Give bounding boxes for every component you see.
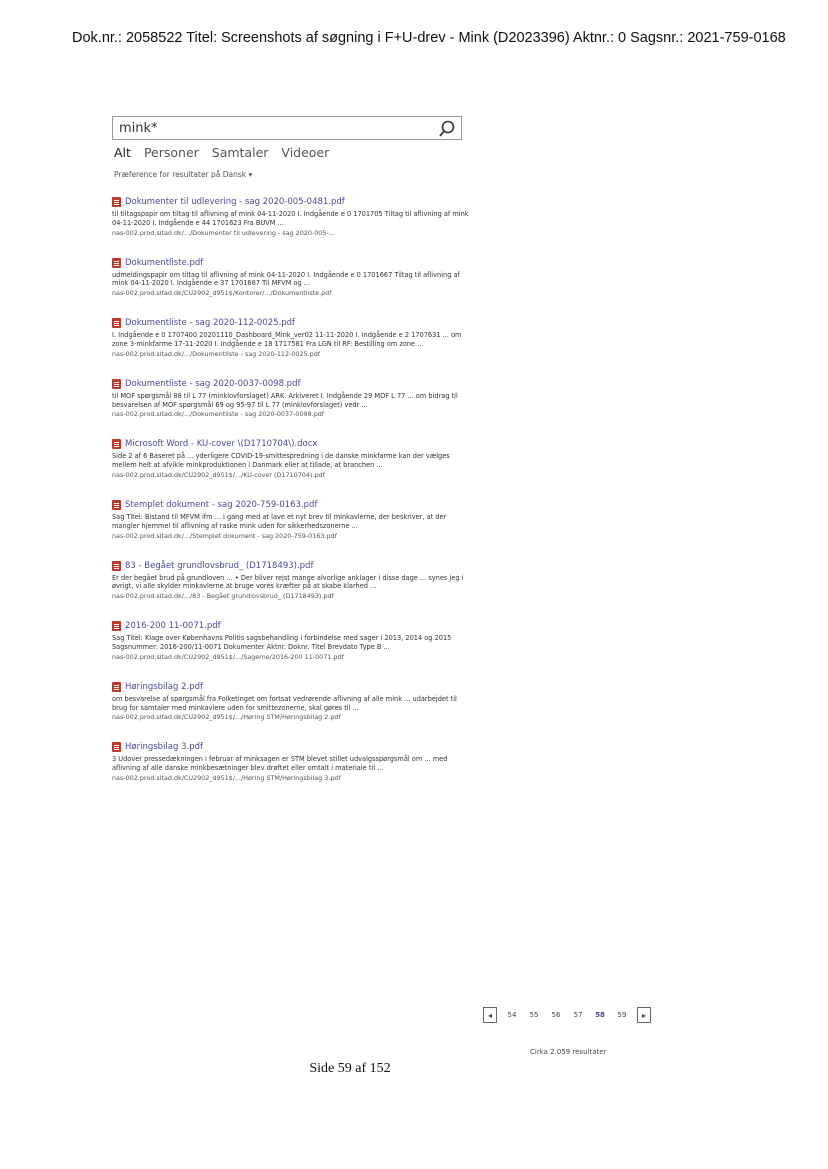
pdf-file-icon	[112, 682, 121, 692]
result-item	[112, 741, 472, 782]
result-item	[112, 560, 472, 601]
tab-samtaler[interactable]: Samtaler	[211, 145, 269, 160]
result-url[interactable]: nas-002.prod.sitad.dk/.../Dokumenter til udlevering - sag 2020-005-...	[112, 228, 335, 237]
result-url[interactable]: nas-002.prod.sitad.dk/.../Dokumentliste - sag 2020-0037-0098.pdf	[112, 410, 325, 419]
search-box[interactable]	[112, 116, 462, 140]
search-results	[112, 196, 472, 802]
pdf-file-icon	[112, 318, 121, 328]
result-url[interactable]: nas-002.prod.sitad.dk/CU2902_d951$/.../KU-cover (D1710704).pdf	[112, 470, 325, 479]
page-link[interactable]: 57	[573, 1011, 583, 1019]
pdf-file-icon	[112, 258, 121, 268]
document-header: Dok.nr.: 2058522 Titel: Screenshots af søgning i F+U-drev - Mink (D2023396) Aktnr.: 0 Sagsnr.: 2021-759-0168	[72, 30, 786, 46]
tab-videoer[interactable]: Videoer	[281, 145, 330, 160]
result-title-link[interactable]: Høringsbilag 3.pdf	[125, 742, 203, 753]
pdf-file-icon	[112, 621, 121, 631]
result-item	[112, 257, 472, 298]
result-item	[112, 681, 472, 722]
search-tabs	[114, 145, 329, 160]
result-url[interactable]: nas-002.prod.sitad.dk/CU2902_d951$/.../Høring STM/Høringsbilag 3.pdf	[112, 773, 341, 782]
pdf-file-icon	[112, 379, 121, 389]
result-snippet: Er der begået brud på grundloven ... • Der bliver rejst mange alvorlige anklager i disse dage ... synes jeg i øvrigt, vi alle skylder minkavlerne at bruge vores kræfter på at skabe klarhed ...	[112, 573, 464, 591]
search-icon[interactable]	[437, 119, 457, 139]
result-item	[112, 438, 472, 479]
result-snippet: 3 Udover pressedækningen i februar af minksagen er STM blevet stillet udvalgsspørgsmål om ... med aflivning af alle danske minkbesætninger blev drøftet eller omtalt i materiale til ...	[112, 755, 448, 773]
result-item	[112, 499, 472, 540]
result-title-link[interactable]: 2016-200 11-0071.pdf	[125, 621, 221, 632]
result-url[interactable]: nas-002.prod.sitad.dk/.../83 - Begået grundlovsbrud_ (D1718493).pdf	[112, 592, 334, 601]
page-number-footer: Side 59 af 152	[309, 1061, 391, 1076]
current-page: 58	[595, 1011, 605, 1019]
pdf-file-icon	[112, 439, 121, 449]
result-url[interactable]: nas-002.prod.sitad.dk/CU2902_d951$/Kontorer/.../Dokumentliste.pdf	[112, 289, 332, 298]
pdf-file-icon	[112, 197, 121, 207]
result-snippet: om besvarelse af spørgsmål fra Folketinget om fortsat vedrørende aflivning af alle mink ... udarbejdet til brug for samtaler med minkavlere uden for smittezonerne, skal gøres til ...	[112, 694, 457, 712]
result-title-link[interactable]: Stemplet dokument - sag 2020-759-0163.pdf	[125, 499, 318, 510]
result-item	[112, 378, 472, 419]
page-link[interactable]: 56	[551, 1011, 561, 1019]
search-input[interactable]	[119, 119, 429, 137]
result-title-link[interactable]: Dokumenter til udlevering - sag 2020-005-0481.pdf	[125, 197, 345, 207]
result-count: Cirka 2.059 resultater	[530, 1048, 607, 1056]
result-url[interactable]: nas-002.prod.sitad.dk/CU2902_d951$/.../Høring STM/Høringsbilag 2.pdf	[112, 713, 341, 722]
result-snippet: til tiltagspapir om tiltag til aflivning af mink 04-11-2020 I. Indgående e 0 1701705 Tiltag til aflivning af mink 04-11-2020 I. Indgående e 44 1701623 Fra BUVM ...	[112, 210, 469, 227]
pdf-file-icon	[112, 561, 121, 571]
result-item	[112, 620, 472, 661]
result-title-link[interactable]: Dokumentliste.pdf	[125, 257, 204, 268]
result-title-link[interactable]: Dokumentliste - sag 2020-112-0025.pdf	[125, 318, 296, 329]
result-snippet: Side 2 af 6 Baseret på ... yderligere COVID-19-smittespredning i de danske minkfarme kan der vælges mellem helt at afvikle minkproduktionen i Danmark eller at tillade, at branchen ...	[112, 452, 450, 470]
pagination	[483, 1007, 651, 1023]
tab-personer[interactable]: Personer	[143, 145, 199, 160]
result-title-link[interactable]: Dokumentliste - sag 2020-0037-0098.pdf	[125, 378, 301, 389]
result-url[interactable]: nas-002.prod.sitad.dk/CU2902_d951$/.../Sagerne/2016-200 11-0071.pdf	[112, 652, 344, 661]
result-item	[112, 317, 472, 358]
result-snippet: til MOF spørgsmål 88 til L 77 (minklovforslaget) ARK. Arkiveret I. Indgående 29 MOF L 77 ... om bidrag til besvarelsen af MOF spørgsmål 69 og 95-97 til L 77 (minklovforslaget) vedr ...	[112, 391, 458, 409]
prev-page-button[interactable]: ◂	[483, 1007, 497, 1023]
tab-alt[interactable]: Alt	[114, 145, 131, 160]
result-title-link[interactable]: 83 - Begået grundlovsbrud_ (D1718493).pdf	[125, 560, 314, 571]
result-snippet: Sag Titel: Bistand til MFVM ifm ... i gang med at lave et nyt brev til minkavlerne, der beskriver, at der mangler hjemmel til aflivning af raske mink uden for sikkerhedszonerne ...	[112, 512, 447, 530]
result-item	[112, 196, 472, 237]
result-snippet: Sag Titel: Klage over Københavns Politis sagsbehandling i forbindelse med sager i 2013, 2014 og 2015 Sagsnummer: 2016-200/11-0071 Dokumenter Aktnr. Doknr. Titel Brevdato Type B ...	[112, 634, 452, 651]
page-link[interactable]: 55	[529, 1011, 539, 1019]
language-preference-link[interactable]: Præference for resultater på Dansk ▾	[114, 170, 253, 179]
result-snippet: udmeldingspapir om tiltag til aflivning af mink 04-11-2020 I. Indgående e 0 1701667 Tiltag til aflivning af mink 04-11-2020 I. Indgående e 37 1701687 Til MFVM og ...	[112, 270, 460, 288]
next-page-button[interactable]: ▸	[637, 1007, 651, 1023]
pdf-file-icon	[112, 500, 121, 510]
page-link[interactable]: 59	[617, 1011, 627, 1019]
page-link[interactable]: 54	[507, 1011, 517, 1019]
result-url[interactable]: nas-002.prod.sitad.dk/.../Stemplet dokument - sag 2020-759-0163.pdf	[112, 531, 337, 540]
result-url[interactable]: nas-002.prod.sitad.dk/.../Dokumentliste - sag 2020-112-0025.pdf	[112, 349, 320, 358]
result-title-link[interactable]: Høringsbilag 2.pdf	[125, 681, 203, 692]
result-snippet: I. Indgående e 0 1707400 20201110_Dashboard_Mink_ver02 11-11-2020 I. Indgående e 2 1707631 ... om zone 3-minkfarme 17-11-2020 I. Indgående e 18 1717581 Fra LGN til RF: Bestilling om zone ...	[112, 331, 462, 348]
pdf-file-icon	[112, 742, 121, 752]
result-title-link[interactable]: Microsoft Word - KU-cover \(D1710704\).docx	[125, 439, 318, 450]
